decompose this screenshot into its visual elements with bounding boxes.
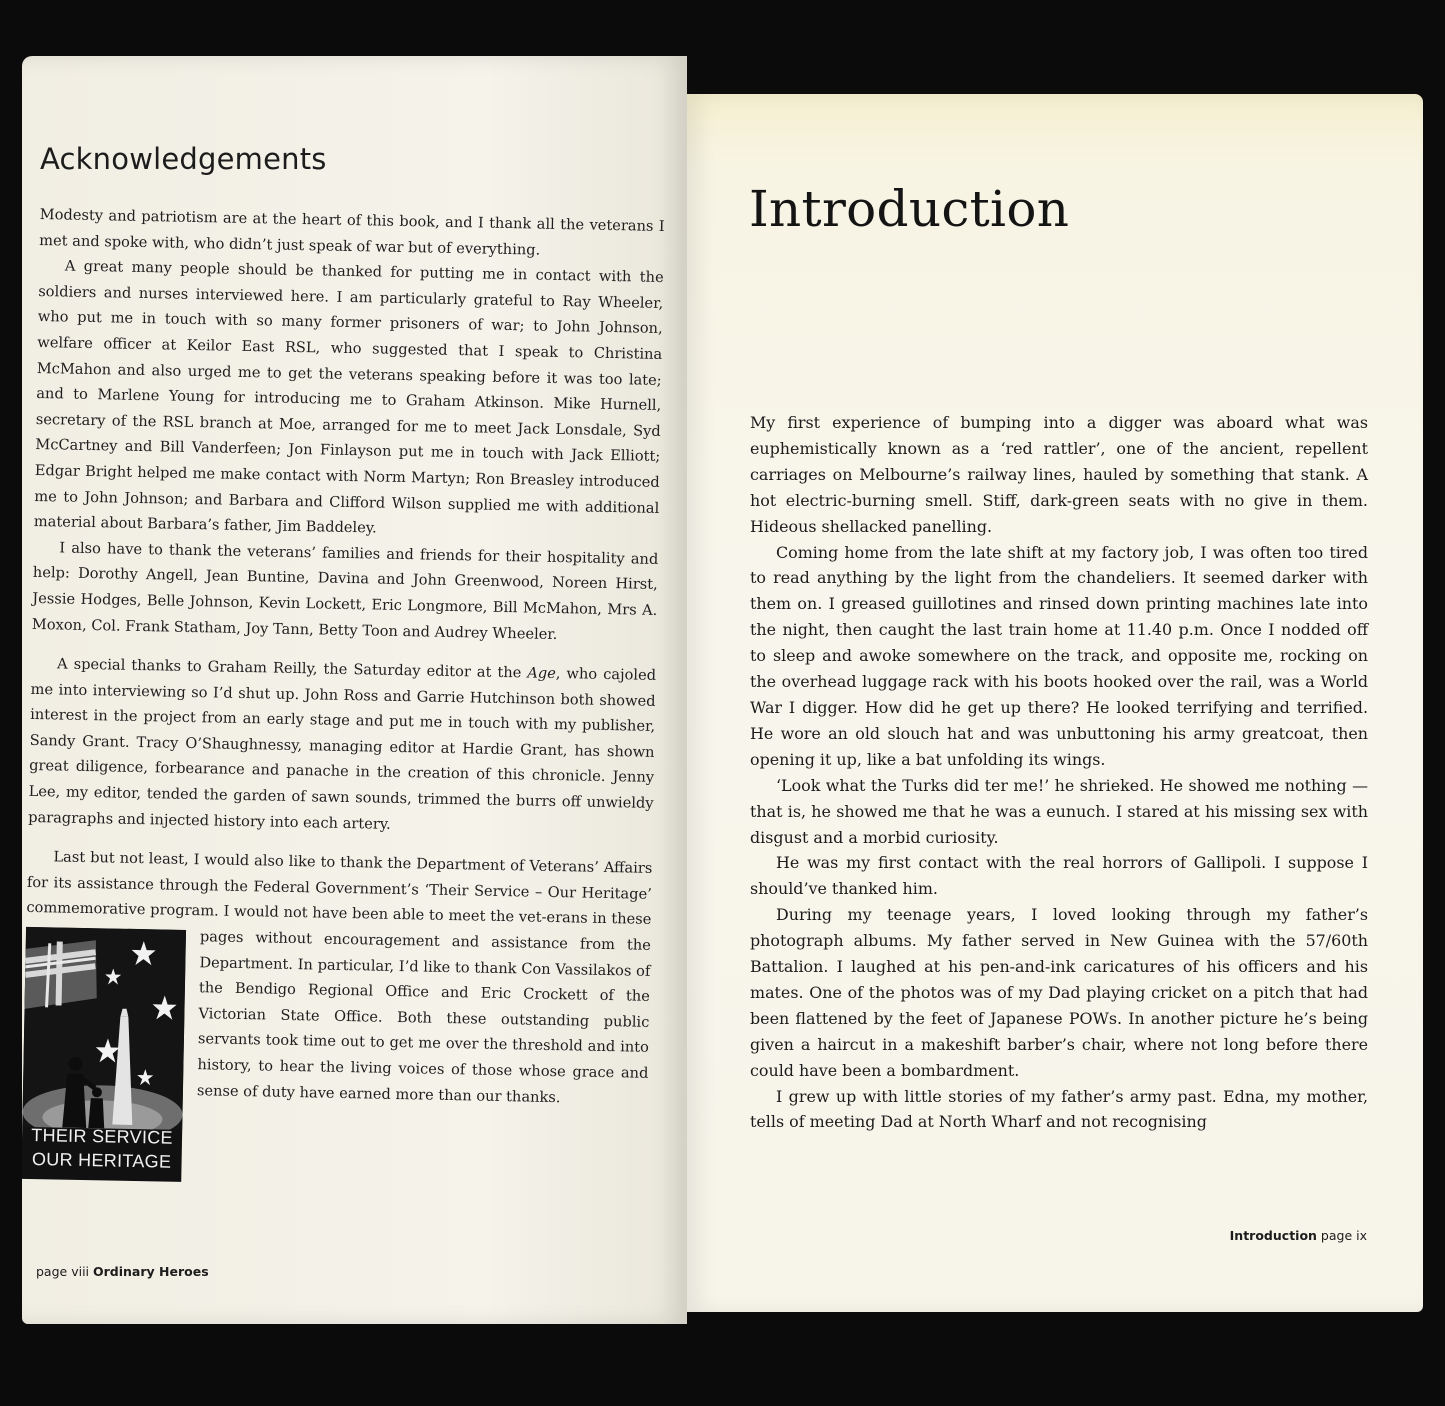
left-page-footer (36, 1264, 209, 1279)
introduction-heading: Introduction (749, 180, 1070, 238)
flag-and-memorial-icon (22, 927, 186, 1130)
right-page-footer (1230, 1228, 1367, 1243)
intro-paragraph-3: ‘Look what the Turks did ter me!’ he shrieked. He showed me nothing — that is, he showed me that he was a eunuch. I stared at his missing sex with disgust and a morbid curiosity. (750, 775, 1368, 847)
logo-caption (22, 1123, 182, 1174)
right-page-number: page ix (1320, 1228, 1367, 1243)
ack-paragraph-4-start: A special thanks to Graham Reilly, the Saturday editor at the (56, 655, 528, 682)
intro-paragraph-6: I grew up with little stories of my father’s army past. Edna, my mother, tells of meeting Dad at North Wharf and not recognising (750, 1086, 1368, 1132)
left-page (22, 56, 687, 1324)
acknowledgements-body (22, 202, 665, 1195)
ack-paragraph-2: A great many people should be thanked for putting me in contact with the soldiers and nurses interviewed here. I am particularly grateful to Ray Wheeler, who put me in touch with so many former prisoners of war; to John Johnson, welfare officer at Keilor East RSL, who suggested that I speak to Christina McMahon and also urged me to get the veterans speaking before it was too late; and to Marlene Young for introducing me to Graham Atkinson. Mike Hurnell, secretary of the RSL branch at Moe, arranged for me to meet Jack Lonsdale, Syd McCartney and Bill Vanderfeen; Jon Finlayson put me in touch with Jack Elliott; Edgar Bright helped me make contact with Norm Martyn; Ron Breasley introduced me to John Johnson; and Barbara and Clifford Wilson supplied me with additional material about Barbara’s father, Jim Baddeley. (33, 257, 664, 537)
ack-paragraph-5-start: Last but not least, I would also like to thank the Department of Veterans’ Affairs for its assistance through the Federal Government’s ‘Their Service – Our Heritage’ commemorative program. I would not have been able to meet the vet- (26, 848, 653, 927)
acknowledgements-heading: Acknowledgements (40, 142, 327, 176)
logo-line-1: THEIR SERVICE (31, 1125, 174, 1148)
chapter-title: Introduction (1229, 1228, 1317, 1243)
introduction-body (750, 410, 1368, 1135)
ack-paragraph-5 (23, 844, 653, 1172)
intro-paragraph-2: Coming home from the late shift at my factory job, I was often too tired to read anything by the light from the chandeliers. It seemed darker with them on. I greased guillotines and rinsed down printing machines late into the night, then caught the last train home at 11.40 p.m. Once I nodded off to sleep and awoke somewhere on the track, and opposite me, rocking on the overhead luggage rack with his boots hooked over the rail, was a World War I digger. How did he get up there? He looked terrifying and terrified. He wore an old slouch hat and was unbuttoning his army greatcoat, then opening it up, like a bat unfolding its wings. (750, 542, 1368, 769)
ack-paragraph-1: Modesty and patriotism are at the heart of this book, and I thank all the veterans I met and spoke with, who didn’t just speak of war but of everything. (39, 205, 665, 259)
ack-paragraph-3: I also have to thank the veterans’ families and friends for their hospitality and help: Dorothy Angell, Jean Buntine, Davina and John Greenwood, Noreen Hirst, Jessie Hodges, Belle Johnson, Kevin Lockett, Eric Longmore, Bill McMahon, Mrs A. Moxon, Col. Frank Statham, Joy Tann, Betty Toon and Audrey Wheeler. (31, 539, 659, 643)
right-page (687, 94, 1423, 1312)
their-service-our-heritage-logo (22, 927, 186, 1182)
ack-paragraph-4 (28, 651, 656, 842)
left-page-number: page viii (36, 1264, 90, 1279)
logo-line-2: OUR HERITAGE (31, 1149, 172, 1172)
ack-paragraph-4-end: , who cajoled me into interviewing so I’d shut up. John Ross and Garrie Hutchinson both showed interest in the project from an early stage and put me in touch with my publisher, Sandy Grant. Tracy O’Shaughnessy, managing editor at Hardie Grant, has shown great diligence, forbearance and panache in the creation of this chronicle. Jenny Lee, my editor, tended the garden of sawn sounds, trimmed the burrs off unwieldy paragraphs and injected history into each artery. (28, 665, 657, 833)
book-title: Ordinary Heroes (93, 1264, 209, 1279)
intro-paragraph-1: My first experience of bumping into a digger was aboard what was euphemistically known as a ‘red rattler’, one of the ancient, repellent carriages on Melbourne’s railway lines, hauled by something that stank. A hot electric-burning smell. Stiff, dark-green seats with no give in them. Hideous shellacked panelling. (750, 413, 1368, 536)
age-newspaper-name: Age (527, 664, 557, 683)
intro-paragraph-4: He was my first contact with the real horrors of Gallipoli. I suppose I should’ve thanked him. (750, 853, 1368, 899)
ack-paragraph-5-rest: erans in these pages without encouragement and assistance from the Department. In particular, I’d like to thank Con Vassilakos of the Bendigo Regional Office and Eric Crockett of the Victorian State Office. Both these outstanding public servants took time out to get me over the threshold and into history, to hear the living voices of those whose grace and sense of duty have earned more than our thanks. (196, 909, 652, 1106)
intro-paragraph-5: During my teenage years, I loved looking through my father’s photograph albums. My father served in New Guinea with the 57/60th Battalion. I laughed at his pen-and-ink caricatures of his officers and his mates. One of the photos was of my Dad playing cricket on a pitch that had been flattened by the feet of Japanese POWs. In another picture he’s being given a haircut in a makeshift barber’s chair, where not long before there could have been a bombardment. (750, 905, 1368, 1080)
